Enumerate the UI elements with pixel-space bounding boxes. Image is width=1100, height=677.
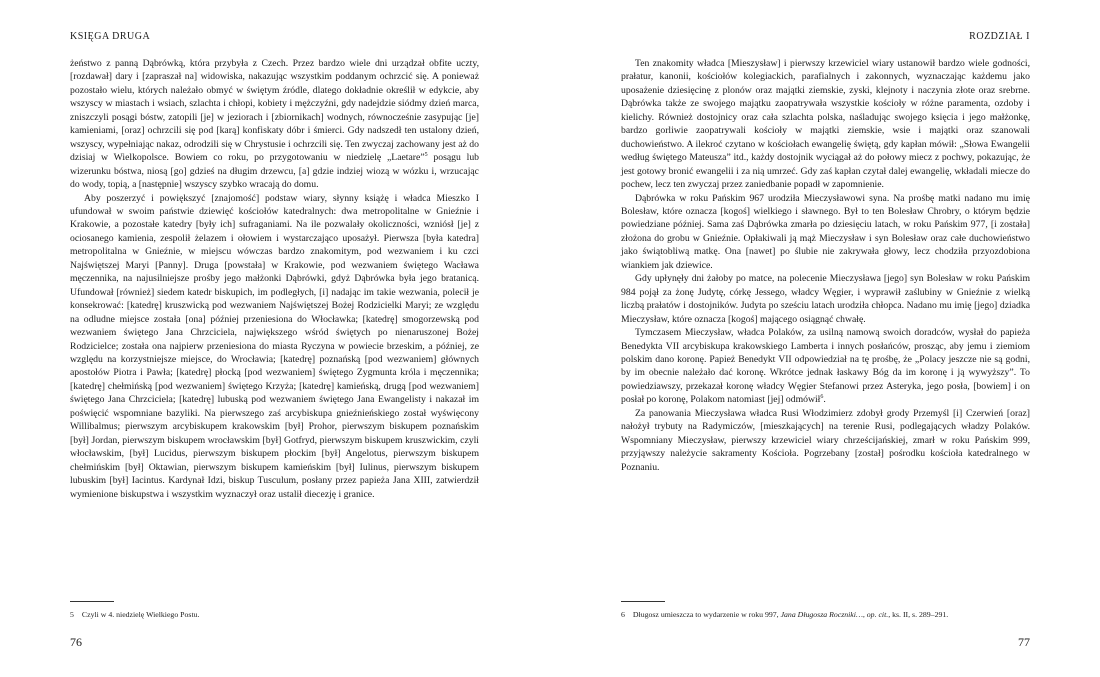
footnote-text: Czyli w 4. niedzielę Wielkiego Postu. xyxy=(81,610,200,619)
right-page xyxy=(550,0,1100,677)
paragraph xyxy=(621,57,1030,192)
paragraph-text: Gdy upłynęły dni żałoby po matce, na polecenie Mieczysława [jego] syn Bolesław w roku Pańskim 984 pojął za żonę Judytę, córkę Jessego, władcy Węgier, i wyprawił zaślubiny w Gnieźnie z wielką liczbą prałatów i dostojników. Judyta po sześciu latach urodziła chłopca. Nadano mu imię [jego] dziadka Mieczysław, które oznacza [kogoś] mającego osiągnąć chwałę. xyxy=(621,273,1030,325)
right-page-text xyxy=(621,57,1030,474)
paragraph xyxy=(70,192,479,501)
footnote-number: 5 xyxy=(70,610,74,619)
paragraph-text: Tymczasem Mieczysław, władca Polaków, za usilną namową swoich doradców, wysłał do papieża Benedykta VII arcybiskupa krakowskiego Lamberta i innych posłańców, prosząc, aby jemu i ziemiom polskim dano koronę. Papież Benedykt VII odpowiedział na tę prośbę, że „Polacy jeszcze nie są godni, by im obecnie należało dać koronę. Wkrótce jednak łaskawy Bóg da im koronę i ją wywyższy”. To powiedziawszy, przekazał koronę władcy Węgier Stefanowi przez Asteryka, jego posła, [bowiem] i on posłał po koronę, Polakom natomiast [jej] odmówił xyxy=(621,327,1030,406)
paragraph xyxy=(621,192,1030,273)
page-number-left: 76 xyxy=(70,635,82,649)
paragraph-text-cont: . xyxy=(823,394,826,406)
paragraph xyxy=(621,326,1030,407)
paragraph xyxy=(621,272,1030,326)
footnote xyxy=(621,610,1030,620)
footnote-number: 6 xyxy=(621,610,625,619)
paragraph-text: Dąbrówka w roku Pańskim 967 urodziła Mieczysławowi syna. Na prośbę matki nadano mu imię Bolesław, które oznacza [kogoś] wielkiego i sławnego. Był to ten Bolesław Chrobry, o którym będzie powiedziane później. Sama zaś Dąbrówka zmarła po dziesięciu latach, w roku Pańskim 977, [i została] złożona do grobu w Gnieźnie. Opłakiwali ją mąż Mieczysław i syn Bolesław oraz całe duchowieństwo jako świątobliwą matkę. Ona [nawet] po ślubie nie zakrywała głowy, lecz chodziła przyozdobiona wiankiem jak dziewice. xyxy=(621,192,1030,271)
footnote-ref[interactable]: 5 xyxy=(424,151,428,158)
paragraph-text: Ten znakomity władca [Mieszysław] i pierwszy krzewiciel wiary ustanowił bardzo wiele godności, prałatur, kanonii, kościołów kolegiackich, parafialnych i zakonnych, wyznaczając każdemu jako uposażenie dziesięcinę z plonów oraz majątki ziemskie, zyski, klejnoty i naczynia złote oraz srebrne. Dąbrówka także ze swojego majątku zaopatrywała wszystkie kościoły w różne paramenta, ozdoby i kielichy. Również dostojnicy oraz cała szlachta polska, naśladując swojego księcia i jego małżonkę, bardzo gorliwie zaopatrywali kościoły w majątki ziemskie, wsie i majątki oraz szanowali duchowieństwo. A ilekroć czytano w kościołach ewangelię świętą, gdy kapłan mówił: „Słowa Ewangelii według świętego Mateusza” itd., każdy dostojnik wyciągał aż do połowy miecz z pochwy, pokazując, że jest gotowy bronić ewangelii i za nią umrzeć. Gdy zaś kapłan czytał dalej ewangelię, wkładali miecze do pochew, lecz ten zwyczaj przez zaniedbanie popadł w zapomnienie. xyxy=(621,58,1030,191)
page-number-right: 77 xyxy=(1018,635,1030,649)
left-page-text xyxy=(70,57,479,501)
paragraph-text: Aby poszerzyć i powiększyć [znajomość] podstaw wiary, słynny książę i władca Mieszko I ufundował w swoim państwie dziewięć kościołów katedralnych: dwa metropolitalne w Gnieźnie i Krakowie, a pozostałe katedry [były ich] sufraganiami. Na ile pozwalały okoliczności, wzniósł [je] z ociosanego kamienia, zespolił żelazem i ołowiem i wystarczająco uposażył. Pierwsza [była katedra] metropolitalna w Gnieźnie, w miejscu wówczas bardzo znakomitym, pod wezwaniem i ku czci Najświętszej Maryi [Panny]. Druga [powstała] w Krakowie, pod wezwaniem świętego Wacława męczennika, na najusilniejsze prośby jego małżonki Dąbrówki, gdyż Dąbrówka była jego bratanicą. Ufundował [również] siedem katedr biskupich, im podległych, [i] nadając im takie wezwania, polecił je konsekrować: [katedrę] kruszwicką pod wezwaniem Najświętszej Bożej Rodzicielki Maryi; ze względu na odludne miejsce została [ona] później przeniesiona do Włocławka; [katedrę] smogorzewską pod wezwaniem świętego Jana Chrzciciela, największego wśród świętych po nienaruszonej Bożej Rodzicielce; została ona najpierw przeniesiona do miasta Ryczyna w powiecie brzeskim, a później, ze względu na korzystniejsze miejsce, do Wrocławia; [katedrę] poznańską [pod wezwaniem] głównych apostołów Piotra i Pawła; [katedrę] płocką [pod wezwaniem] świętego Zygmunta króla i męczennika; [katedrę] chełmińską [pod wezwaniem] świętego Krzyża; [katedrę] kamieńską, drugą [pod wezwaniem] świętego Jana Chrzciciela; [katedrę] lubuską pod wezwaniem świętego Jana Ewangelisty i nakazał im poświęcić wspomniane bazyliki. Na pierwszego zaś arcybiskupa gnieźnieńskiego został wyświęcony Willibalmus; pierwszym arcybiskupem krakowskim [był] Prohor, pierwszym biskupem poznańskim [był] Jordan, pierwszym biskupem wrocławskim [był] Gotfryd, pierwszym biskupem kruszwickim, czyli włocławskim, [był] Lucidus, pierwszym biskupem płockim [był] Angelotus, pierwszym biskupem chełmińskim [był] Oktawian, pierwszym biskupem kamieńskim [był] Iulinus, pierwszym biskupem lubuskim [był] Iacintus. Kardynał Idzi, biskup Tusculum, posłany przez papieża Jana XIII, zatwierdził wymienione biskupstwa i wszystkim wyznaczył oraz ustalił diecezję i granice. xyxy=(70,192,479,500)
running-head-right: ROZDZIAŁ I xyxy=(969,31,1030,42)
footnote-ref[interactable]: 6 xyxy=(820,394,824,401)
footnote-citation: Jana Długosza Roczniki…, op. cit. xyxy=(780,610,889,619)
paragraph-text: Za panowania Mieczysława władca Rusi Włodzimierz zdobył grody Przemyśl [i] Czerwień [oraz] nałożył trybuty na Radymiczów, [mieszkających] na terenie Rusi, podlegających władzy Polaków. Wspomniany Mieczysław, pierwszy krzewiciel wiary chrześcijańskiej, zmarł w roku Pańskim 999, przyjąwszy należycie sakramenty Kościoła. Pogrzebany [został] pośrodku kościoła katedralnego w Poznaniu. xyxy=(621,407,1030,473)
paragraph xyxy=(70,57,479,192)
footnote xyxy=(70,610,479,620)
footnote-divider xyxy=(70,601,114,602)
footnote-divider xyxy=(621,601,665,602)
footnote-text-cont: , ks. II, s. 289–291. xyxy=(888,610,949,619)
paragraph-text-cont: posągu lub wizerunku bóstwa, niosą [go] gdzieś na długim drzewcu, [a] gdzie indziej wiozą w wózku i, wrzucając do wody, topią, a [następnie] wszyscy szybko wracają do domu. xyxy=(70,152,480,191)
paragraph-text: żeństwo z panną Dąbrówką, która przybyła z Czech. Przez bardzo wiele dni urządzał obfite uczty, [rozdawał] dary i [zapraszał na] widowiska, nakazując wszystkim poddanym ochrzcić się. A ponieważ pozostało wielu, których należało obmyć w świętym źródle, dlatego dokładnie określił w edykcie, aby wszyscy w miastach i wsiach, szlachta i chłopi, kobiety i mężczyźni, gdy nadejdzie siódmy dzień marca, zniszczyli posągi bóstw, zatopili [je] w jeziorach i [zbiornikach] wodnych, równocześnie zasypując [je] kamieniami, [oraz] ochrzcili się pod [karą] konfiskaty dóbr i śmierci. Gdy nadszedł ten ustalony dzień, wszyscy, wypełniając nakaz, odrodzili się w Chrystusie i ochrzcili się. Ten zwyczaj zachowany jest aż do dzisiaj w Wielkopolsce. Bowiem co roku, po przygotowaniu w niedzielę „Laetare” xyxy=(70,58,479,164)
footnote-text: Długosz umieszcza to wydarzenie w roku 997, xyxy=(632,610,781,619)
running-head-left: KSIĘGA DRUGA xyxy=(70,31,151,42)
paragraph xyxy=(621,407,1030,474)
